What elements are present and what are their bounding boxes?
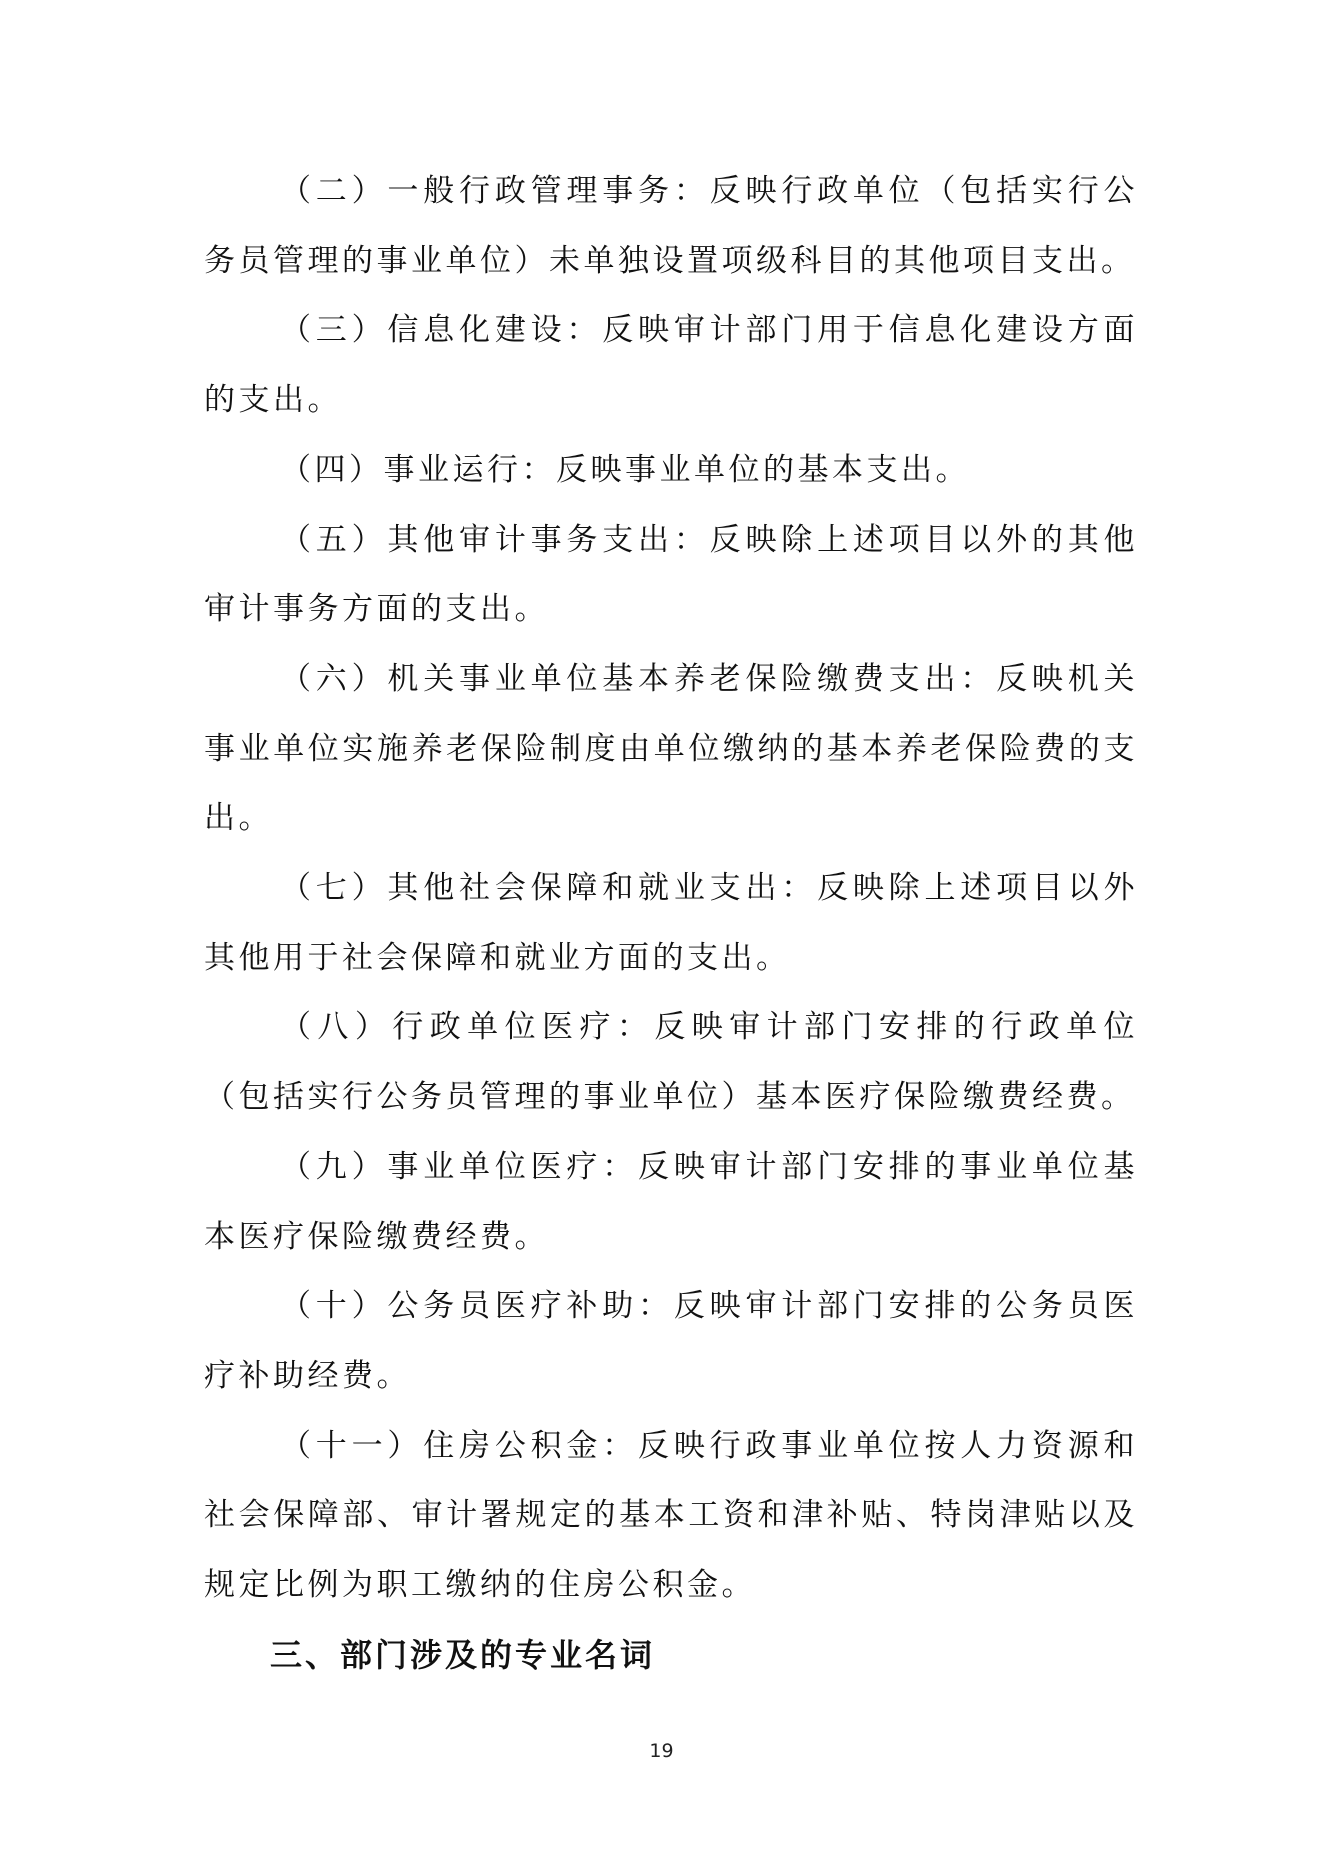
paragraph-public-institution-operation: （四）事业运行：反映事业单位的基本支出。	[280, 451, 970, 488]
document-body	[204, 157, 1138, 1690]
paragraph-general-admin: （二）一般行政管理事务：反映行政单位（包括实行公务员管理的事业单位）未单独设置项级科目的其他项目支出。	[204, 173, 1138, 279]
paragraph-public-unit-medical: （九）事业单位医疗：反映审计部门安排的事业单位基本医疗保险缴费经费。	[204, 1148, 1138, 1255]
paragraph-pension-insurance: （六）机关事业单位基本养老保险缴费支出：反映机关事业单位实施养老保险制度由单位缴纳的基本养老保险费的支出。	[204, 660, 1138, 837]
paragraph-informatization: （三）信息化建设：反映审计部门用于信息化建设方面的支出。	[204, 312, 1138, 419]
paragraph-other-social-security: （七）其他社会保障和就业支出：反映除上述项目以外其他用于社会保障和就业方面的支出。	[204, 870, 1138, 976]
section-heading: 三、部门涉及的专业名词	[270, 1635, 656, 1674]
paragraph-admin-unit-medical: （八）行政单位医疗：反映审计部门安排的行政单位（包括实行公务员管理的事业单位）基本医疗保险缴费经费。	[204, 1009, 1138, 1116]
paragraph-housing-provident-fund: （十一）住房公积金：反映行政事业单位按人力资源和社会保障部、审计署规定的基本工资和津补贴、特岗津贴以及规定比例为职工缴纳的住房公积金。	[204, 1427, 1138, 1604]
paragraph-civil-servant-medical-subsidy: （十）公务员医疗补助：反映审计部门安排的公务员医疗补助经费。	[204, 1288, 1138, 1394]
paragraph-other-audit-expenses: （五）其他审计事务支出：反映除上述项目以外的其他审计事务方面的支出。	[204, 521, 1138, 628]
page-number: 19	[649, 1740, 674, 1762]
